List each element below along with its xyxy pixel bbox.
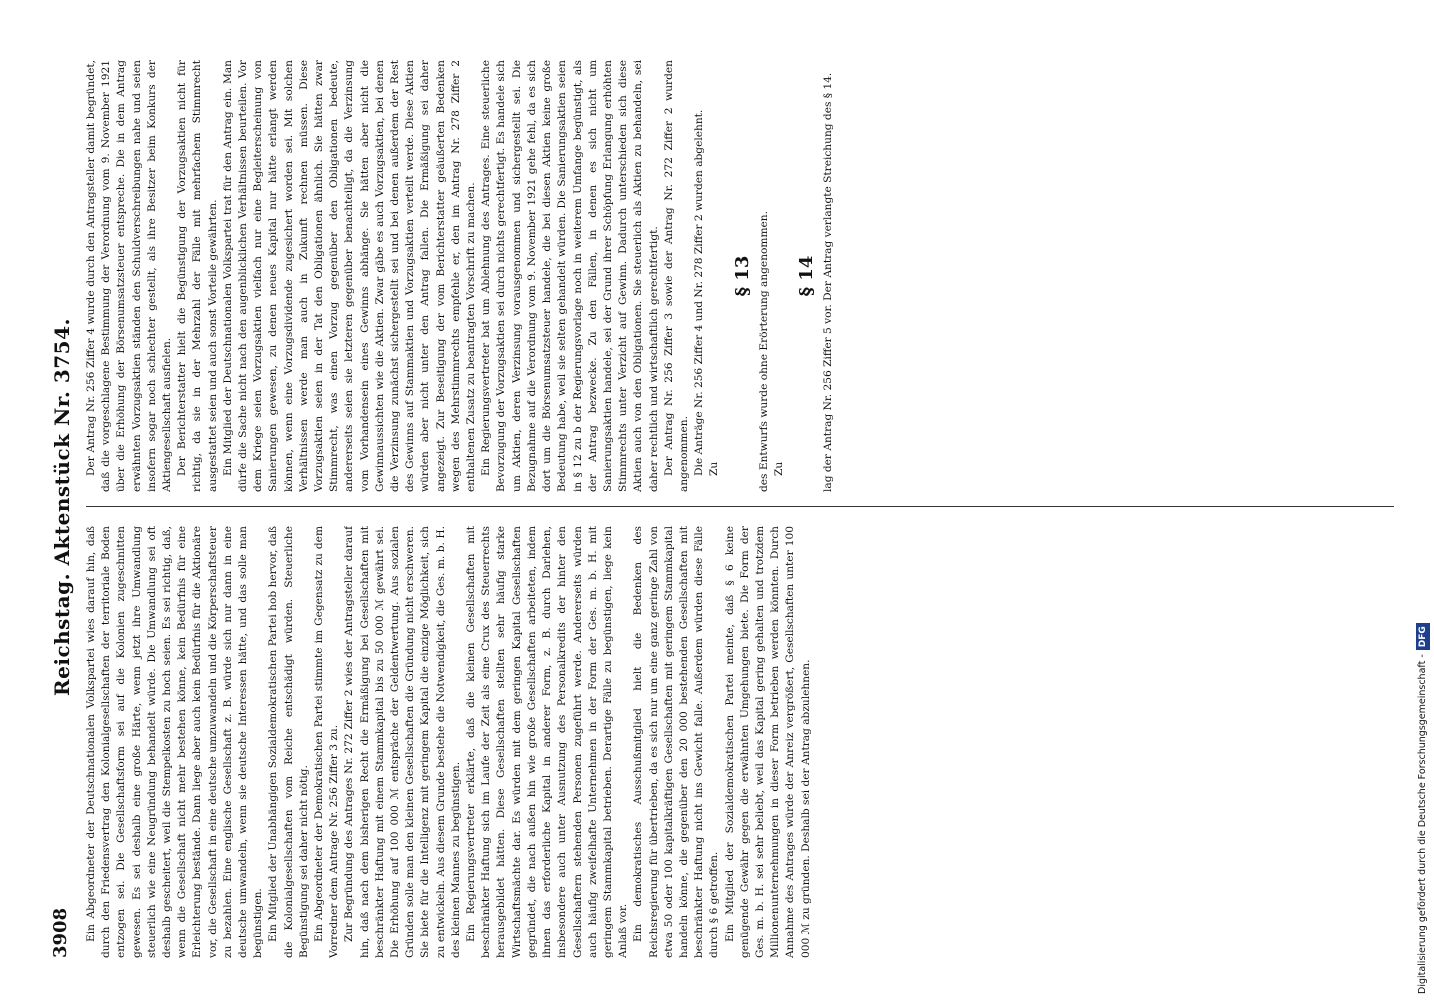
section-heading-13: § 13 — [731, 255, 753, 297]
paragraph: Der Antrag Nr. 256 Ziffer 4 wurde durch den Antragsteller damit begründet, daß die vorgeschlagene Bestimmung der Verordnung vom 9. November 1921 über die Erhöhung der Börsenumsatzsteuer entspreche. Die in dem Antrag erwähnten Vorzugsaktien ständen den Schuldverschreibungen nahe und seien insofern sogar noch schlechter gestellt, als ihre Besitzer beim Konkurs der Aktiengesellschaft ausfielen. — [85, 60, 174, 492]
left-column — [84, 526, 1396, 958]
paragraph: Ein Mitglied der Unabhängigen Sozialdemokratischen Partei hob hervor, daß die Kolonialgesellschaften vom Reiche entschädigt würden. Steuerliche Begünstigung sei daher nicht nötig. — [267, 526, 310, 958]
paragraph: Der Berichterstatter hielt die Begünstigung der Vorzugsaktien nicht für richtig, da sie in der Mehrzahl der Fälle mit mehrfachem Stimmrecht ausgestattet seien und auch sonst Vorteile gewährten. — [176, 60, 219, 492]
paragraph: Ein Abgeordneter der Deutschnationalen Volkspartei wies darauf hin, daß durch den Friedensvertrag den Kolonialgesellschaften der territoriale Boden entzogen sei. Die Gesellschaftsform sei auf die Kolonien zugeschnitten gewesen. Es sei deshalb eine große Härte, wenn jetzt ihre Umwandlung steuerlich wie eine Neugründung behandelt würde. Die Umwandlung sei oft deshalb gescheitert, weil die Stempelkosten zu hoch seien. Es sei richtig, daß, wenn die Gesellschaft nicht mehr bestehen könne, kein Bedürfnis für eine Erleichterung bestände. Dann liege aber auch kein Bedürfnis für die Aktionäre vor, die Gesellschaft in eine deutsche umzuwandeln und die Körperschaftsteuer zu bezahlen. Eine englische Gesellschaft z. B. würde sich nur dann in eine deutsche umwandeln, wenn sie deutsche Interessen hätte, und das solle man begünstigen. — [85, 526, 265, 958]
running-title: Reichstag. Aktenstück Nr. 3754. — [50, 318, 74, 696]
page-header — [50, 52, 76, 962]
paragraph: Ein Regierungsvertreter erklärte, daß die kleinen Gesellschaften mit beschränkter Haftung sich im Laufe der Zeit als eine Crux des Steuerrechts herausgebildet hätten. Diese Gesellschaften stellten sehr häufig starke Wirtschaftsmächte dar. Es würden mit dem geringen Kapital Gesellschaften gegründet, die nach außen hin wie große Gesellschaften arbeiteten, indem ihnen das erforderliche Kapital in anderer Form, z. B. durch Darlehen, insbesondere auch unter Ausnutzung des Personalkredits der hinter den Gesellschaftern stehenden Personen zugeführt werde. Andererseits würden auch häufig zweifelhafte Unternehmen in der Form der Ges. m. b. H. mit geringem Stammkapital betrieben. Derartige Fälle zu begünstigen, liege kein Anlaß vor. — [465, 526, 630, 958]
paragraph: Ein Mitglied der Deutschnationalen Volkspartei trat für den Antrag ein. Man dürfe die Sache nicht nach den augenblicklichen Verhältnissen beurteilen. Vor dem Kriege seien Vorzugsaktien vielfach nur eine Begleiterscheinung von Sanierungen gewesen, zu denen neues Kapital nur hätte erlangt werden können, wenn eine Vorzugsdividende zugesichert worden sei. Mit solchen Verhältnissen werde man auch in Zukunft rechnen müssen. Diese Vorzugsaktien seien in der Tat den Obligationen ähnlich. Sie hätten zwar Stimmrecht, was einen Vorzug gegenüber den Obligationen bedeute, andererseits seien sie letzteren gegenüber benachteiligt, da die Verzinsung vom Vorhandensein eines Gewinns abhänge. Sie hätten aber nicht die Gewinnaussichten wie die Aktien. Zwar gäbe es auch Vorzugsaktien, bei denen die Verzinsung zunächst sichergestellt sei und bei denen außerdem der Rest des Gewinns auf Stammaktien und Vorzugsaktien verteilt werde. Diese Aktien würden aber nicht unter den Antrag fallen. Die Ermäßigung sei daher angezeigt. Zur Beseitigung der vom Berichterstatter geäußerten Bedenken wegen des Mehrstimmrechts empfehle er, den im Antrag Nr. 278 Ziffer 2 enthaltenen Zusatz zu beantragten Vorschrift zu machen. — [221, 60, 478, 492]
paragraph: lag der Antrag Nr. 256 Ziffer 5 vor. Der Antrag verlangte Streichung des § 14. — [821, 72, 834, 492]
paragraph: Zur Begründung des Antrages Nr. 272 Ziffer 2 wies der Antragsteller darauf hin, daß nach dem bisherigen Recht die Ermäßigung bei Gesellschaften mit beschränkter Haftung mit einem Stammkapital bis zu 50 000 ℳ gewährt sei. Die Erhöhung auf 100 000 ℳ entspräche der Geldentwertung. Aus sozialen Gründen solle man den kleinen Gesellschaften die Gründung nicht erschweren. Sie biete für die Intelligenz mit geringem Kapital die einzige Möglichkeit, sich zu entwickeln. Aus diesem Grunde bestehe die Notwendigkeit, die Ges. m. b. H. des kleinen Mannes zu begünstigen. — [343, 526, 462, 958]
section-label: Zu — [772, 461, 785, 476]
paragraph: Ein demokratisches Ausschußmitglied hielt die Bedenken des Reichsregierung für übertrieben, da es sich nur um eine ganz geringe Zahl von etwa 50 oder 100 kapitalkräftigen Gesellschaften mit geringem Stammkapital handeln könne, die gegenüber den 20 000 bestehenden Gesellschaften mit beschränkter Haftung nicht ins Gewicht falle. Außerdem würden diese Fälle durch § 6 getroffen. — [632, 526, 721, 958]
right-column — [84, 60, 1396, 492]
digitization-credit — [1416, 4, 1430, 994]
credit-text: Digitalisierung gefördert durch die Deutsche Forschungsgemeinschaft - — [1417, 654, 1428, 994]
section-heading-14: § 14 — [795, 255, 817, 297]
paragraph: Die Anträge Nr. 256 Ziffer 4 und Nr. 278 Ziffer 2 wurden abgelehnt. — [693, 109, 706, 476]
page-number: 3908 — [50, 907, 71, 958]
paragraph: Der Antrag Nr. 256 Ziffer 3 sowie der Antrag Nr. 272 Ziffer 2 wurden angenommen. — [662, 60, 690, 492]
paragraph: Ein Regierungsvertreter bat um Ablehnung des Antrages. Eine steuerliche Bevorzugung der Vorzugsaktien sei durch nichts gerechtfertigt. Es handele sich um Aktien, deren Verzinsung vorausgenommen und sichergestellt sei. Die Bezugnahme auf die Verordnung vom 9. November 1921 gehe fehl, da es sich dort um die Börsenumsatzsteuer handele, die bei diesen Aktien keine große Bedeutung habe, weil sie selten gehandelt würden. Die Sanierungsaktien seien in § 12 zu b der Regierungsvorlage noch in weiterem Umfange begünstigt, als der Antrag bezwecke. Zu den Fällen, in denen es sich nicht um Sanierungsaktien handele, sei der Grund ihrer Schöpfung Erlangung erhöhten Stimmrechts unter Verzicht auf Gewinn. Dadurch unterschieden sich diese Aktien auch von den Obligationen. Sie steuerlich als Aktien zu behandeln, sei daher rechtlich und wirtschaftlich gerechtfertigt. — [480, 60, 660, 492]
section-label: Zu — [708, 461, 721, 476]
paragraph: Ein Mitglied der Sozialdemokratischen Partei meinte, daß § 6 keine genügende Gewähr gegen die erwähnten Umgehungen biete. Die Form der Ges. m. b. H. sei sehr beliebt, weil das Kapital gering gehalten und trotzdem Millionenunternehmungen in dieser Form betrieben werden könnten. Durch Annahme des Antrages würde der Anreiz vergrößert, Gesellschaften unter 100 000 ℳ zu gründen. Deshalb sei der Antrag abzulehnen. — [723, 526, 812, 958]
paragraph: Ein Abgeordneter der Demokratischen Partei stimmte im Gegensatz zu dem Vorredner dem Antrage Nr. 256 Ziffer 3 zu. — [313, 526, 341, 958]
rotated-document-page — [50, 52, 1400, 962]
column-divider — [86, 506, 1394, 507]
paragraph: des Entwurfs wurde ohne Erörterung angenommen. — [757, 211, 770, 492]
dfg-logo: DFG — [1416, 623, 1430, 650]
